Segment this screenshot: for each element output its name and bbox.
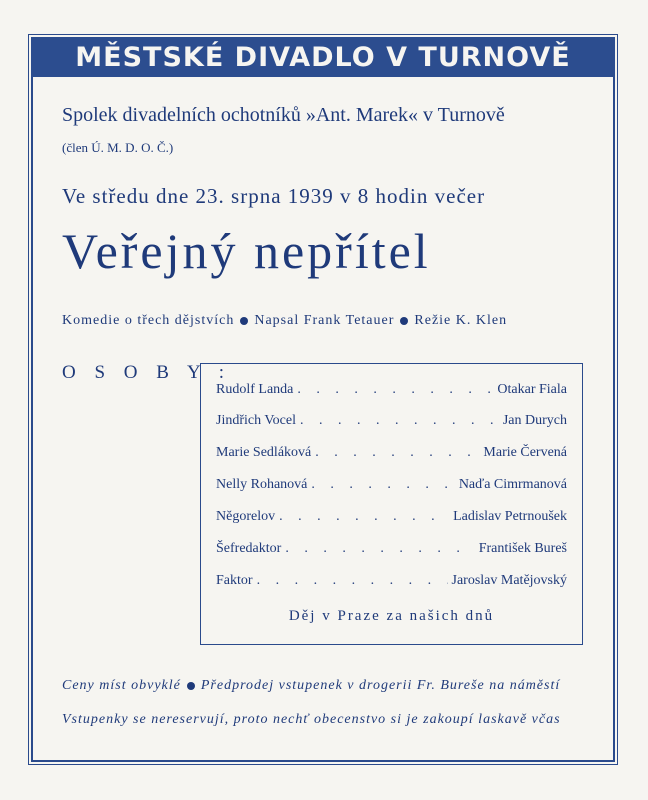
theatre-banner <box>31 37 615 77</box>
dot-leader <box>279 509 449 525</box>
genre-text: Komedie o třech dějstvích <box>62 313 235 328</box>
director-text: Režie K. Klen <box>414 313 508 328</box>
cast-actor: František Bureš <box>478 541 567 556</box>
prices-line <box>62 678 560 694</box>
cast-actor: Jaroslav Matějovský <box>451 573 567 588</box>
author-text: Napsal Frank Tetauer <box>254 313 395 328</box>
theatre-name: MĚSTSKÉ DIVADLO V TURNOVĚ <box>75 41 571 73</box>
bullet-icon <box>400 317 408 325</box>
dot-leader <box>285 541 474 557</box>
cast-actor: Naďa Cimrmanová <box>458 477 567 492</box>
cast-role: Rudolf Landa <box>216 382 294 397</box>
society-name: Spolek divadelních ochotníků »Ant. Marek« v Turnově <box>62 104 505 126</box>
bullet-icon <box>187 682 195 690</box>
cast-box <box>200 363 583 645</box>
presale-text: Předprodej vstupenek v drogerii Fr. Bureše na náměstí <box>200 678 561 693</box>
performance-date: Ve středu dne 23. srpna 1939 v 8 hodin večer <box>62 184 486 208</box>
cast-role: Jindřich Vocel <box>216 413 296 428</box>
credits-line <box>62 313 507 329</box>
cast-row <box>216 413 567 435</box>
cast-row <box>216 445 567 467</box>
dot-leader <box>300 413 499 429</box>
cast-actor: Marie Červená <box>483 445 567 460</box>
cast-role: Nĕgorelov <box>216 509 276 524</box>
dot-leader <box>257 573 448 589</box>
membership-note: (člen Ú. M. D. O. Č.) <box>62 140 174 155</box>
play-title: Veřejný nepřítel <box>62 223 431 279</box>
dot-leader <box>297 382 493 398</box>
cast-role: Marie Sedláková <box>216 445 312 460</box>
cast-role: Nelly Rohanová <box>216 477 308 492</box>
cast-row <box>216 541 567 563</box>
prices-text: Ceny míst obvyklé <box>62 678 181 693</box>
cast-actor: Ladislav Petrnoušek <box>453 509 567 524</box>
tickets-note: Vstupenky se nereservují, proto nechť obecenstvo si je zakoupí laskavě včas <box>62 712 561 727</box>
dot-leader <box>315 445 479 461</box>
cast-actor: Jan Durych <box>502 413 567 428</box>
dot-leader <box>311 477 454 493</box>
bullet-icon <box>240 317 248 325</box>
cast-row <box>216 382 567 404</box>
cast-actor: Otakar Fiala <box>497 382 567 397</box>
cast-row <box>216 573 567 595</box>
setting-note: Děj v Praze za našich dnů <box>288 608 495 624</box>
cast-row <box>216 509 567 531</box>
cast-role: Šefredaktor <box>216 541 282 556</box>
cast-heading: O S O B Y : <box>62 362 232 383</box>
cast-row <box>216 477 567 499</box>
cast-role: Faktor <box>216 573 253 588</box>
